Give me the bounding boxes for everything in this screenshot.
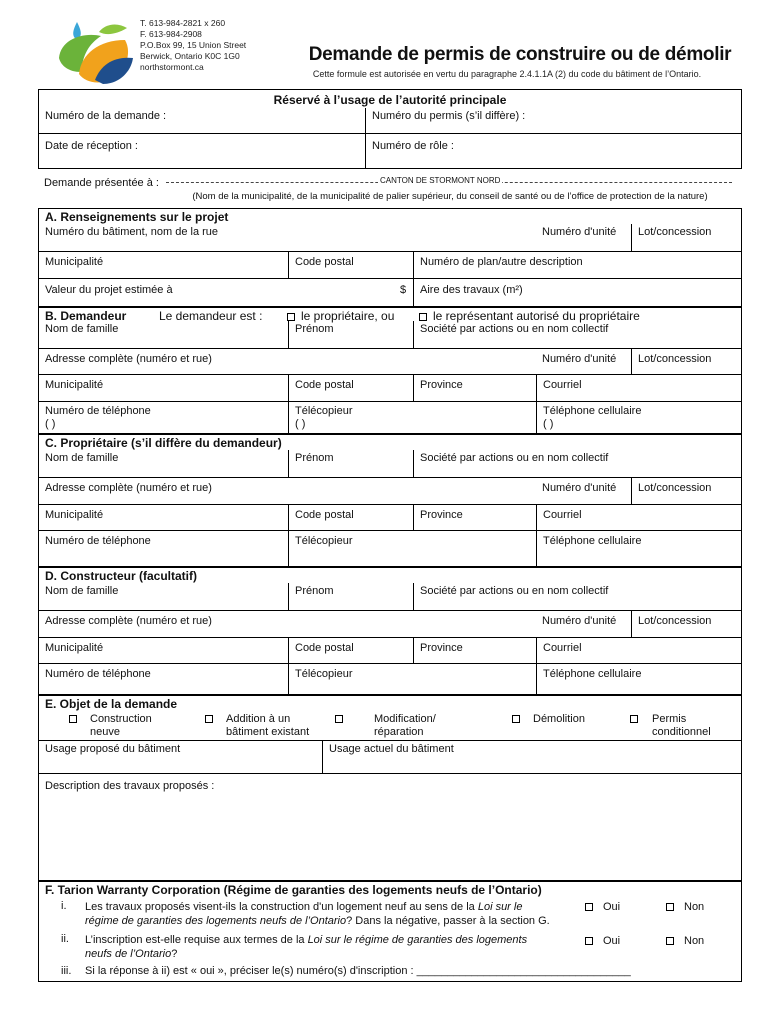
c-last-name-field[interactable]: Nom de famille	[45, 452, 119, 464]
checkbox-icon[interactable]	[419, 313, 427, 321]
d-address-field[interactable]: Adresse complète (numéro et rue)	[45, 615, 212, 627]
option-new-construction-label	[90, 713, 152, 739]
new-construction-line2: neuve	[90, 726, 120, 738]
b-email-field[interactable]: Courriel	[536, 375, 741, 401]
b-fax-paren: ( )	[295, 418, 306, 430]
b-municipality-field[interactable]: Municipalité	[45, 379, 104, 391]
b-last-name-field[interactable]: Nom de famille	[45, 323, 119, 335]
ii-text-1: L’inscription est-elle requise aux termes de la	[85, 934, 308, 946]
alteration-line2: réparation	[374, 726, 424, 738]
option-addition[interactable]	[205, 713, 219, 725]
d-province-field[interactable]: Province	[413, 638, 536, 663]
section-b-title: B. Demandeur	[45, 309, 127, 323]
section-f-title: F. Tarion Warranty Corporation (Régime de garanties des logements neufs de l’Ontario)	[39, 881, 741, 897]
ii-emph-2: neufs de l’Ontario	[85, 948, 172, 960]
b-cell-paren: ( )	[543, 418, 554, 430]
f-item-iii-text[interactable]: Si la réponse à ii) est « oui », préciser le(s) numéro(s) d'inscription : ___________________________________	[85, 965, 631, 977]
d-postal-field[interactable]: Code postal	[288, 638, 413, 663]
new-construction-line1: Construction	[90, 713, 152, 725]
checkbox-icon[interactable]	[69, 715, 77, 723]
b-unit-field[interactable]: Numéro d'unité	[542, 353, 617, 365]
option-alteration-label	[374, 713, 436, 739]
b-fax-label: Télécopieur	[295, 405, 353, 417]
conditional-line1: Permis	[652, 713, 687, 725]
contact-block	[140, 18, 246, 73]
purpose-options	[39, 711, 741, 740]
municipality-field[interactable]: Municipalité	[45, 256, 104, 268]
building-street-field[interactable]: Numéro du bâtiment, nom de la rue	[45, 226, 219, 238]
d-cell-field[interactable]: Téléphone cellulaire	[536, 664, 741, 694]
d-last-name-field[interactable]: Nom de famille	[45, 585, 119, 597]
contact-city: Berwick, Ontario K0C 1G0	[140, 51, 240, 61]
permit-number-field[interactable]: Numéro du permis (s’il diffère) :	[365, 108, 741, 133]
c-postal-field[interactable]: Code postal	[288, 505, 413, 530]
ii-emph-1: Loi sur le régime de garanties des logements	[307, 934, 528, 946]
section-a-title: A. Renseignements sur le projet	[39, 209, 741, 224]
addition-line2: bâtiment existant	[226, 726, 310, 738]
option-conditional[interactable]	[630, 713, 644, 725]
page-subtitle: Cette formule est autorisée en vertu du paragraphe 2.4.1.1A (2) du code du bâtiment de l’Ontario.	[312, 69, 702, 79]
section-c	[38, 434, 742, 567]
c-address-field[interactable]: Adresse complète (numéro et rue)	[45, 482, 212, 494]
checkbox-icon[interactable]	[630, 715, 638, 723]
option-alteration[interactable]	[335, 713, 349, 725]
b-phone-label: Numéro de téléphone	[45, 405, 151, 417]
submitted-value[interactable]: CANTON DE STORMONT NORD	[380, 176, 501, 185]
municipal-logo	[55, 14, 139, 86]
work-area-field[interactable]: Aire des travaux (m²)	[413, 279, 741, 306]
f-item-ii-text	[85, 933, 575, 961]
c-lot-field[interactable]: Lot/concession	[631, 478, 741, 504]
c-cell-field[interactable]: Téléphone cellulaire	[536, 531, 741, 566]
b-province-field[interactable]: Province	[413, 375, 536, 401]
option-demolition-label: Démolition	[533, 713, 585, 725]
d-corporation-field[interactable]: Société par actions ou en nom collectif	[413, 583, 741, 610]
f-item-ii-number: ii.	[61, 933, 69, 945]
contact-fax: F. 613-984-2908	[140, 29, 202, 39]
b-postal-field[interactable]: Code postal	[288, 375, 413, 401]
alteration-line1: Modification/	[374, 713, 436, 725]
i-text-2: ? Dans la négative, passer à la section G.	[346, 915, 550, 927]
f-i-yes-label: Oui	[603, 901, 621, 913]
section-d	[38, 567, 742, 695]
option-new-construction[interactable]	[69, 713, 83, 725]
reserved-box	[38, 89, 742, 169]
b-cell-field[interactable]	[536, 402, 741, 433]
d-municipality-field[interactable]: Municipalité	[45, 642, 104, 654]
section-b	[38, 307, 742, 434]
c-first-name-field[interactable]: Prénom	[288, 450, 413, 477]
checkbox-icon[interactable]	[512, 715, 520, 723]
postal-code-field[interactable]: Code postal	[288, 252, 413, 278]
checkbox-icon[interactable]	[585, 937, 593, 945]
f-ii-no[interactable]	[666, 935, 704, 947]
i-emph-1: Loi sur le	[477, 901, 523, 913]
d-email-field[interactable]: Courriel	[536, 638, 741, 663]
c-province-field[interactable]: Province	[413, 505, 536, 530]
section-a	[38, 208, 742, 307]
lot-concession-field[interactable]: Lot/concession	[631, 224, 741, 251]
b-address-field[interactable]: Adresse complète (numéro et rue)	[45, 353, 212, 365]
f-ii-yes-label: Oui	[603, 935, 621, 947]
page-title: Demande de permis de construire ou de démolir	[308, 44, 732, 65]
c-unit-field[interactable]: Numéro d'unité	[542, 482, 617, 494]
f-item-iii-number: iii.	[61, 965, 72, 977]
c-fax-field[interactable]: Télécopieur	[288, 531, 536, 566]
checkbox-icon[interactable]	[585, 903, 593, 911]
roll-number-field[interactable]: Numéro de rôle :	[365, 134, 741, 168]
f-i-no-label: Non	[684, 901, 705, 913]
submitted-note: (Nom de la municipalité, de la municipalité de palier supérieur, du conseil de santé ou de l’office de protection de la nature)	[192, 191, 708, 202]
i-emph-2: régime de garanties des logements neufs de l’Ontario	[85, 915, 347, 927]
ii-text-2: ?	[171, 948, 178, 960]
checkbox-icon[interactable]	[666, 903, 674, 911]
unit-number-field[interactable]: Numéro d'unité	[542, 226, 617, 238]
c-phone-field[interactable]: Numéro de téléphone	[45, 535, 151, 547]
form	[38, 89, 742, 982]
b-fax-field[interactable]	[288, 402, 536, 433]
section-c-title: C. Propriétaire (s’il diffère du demandeur)	[39, 434, 741, 450]
f-i-no[interactable]	[666, 901, 704, 913]
f-item-i-text	[85, 900, 575, 928]
b-phone-paren: ( )	[45, 418, 56, 430]
option-demolition[interactable]	[512, 713, 526, 725]
d-phone-field[interactable]: Numéro de téléphone	[45, 668, 151, 680]
d-first-name-field[interactable]: Prénom	[288, 583, 413, 610]
c-corporation-field[interactable]: Société par actions ou en nom collectif	[413, 450, 741, 477]
b-first-name-field[interactable]: Prénom	[288, 321, 413, 348]
dollar-sign: $	[400, 284, 407, 296]
section-d-title: D. Constructeur (facultatif)	[39, 567, 741, 583]
b-corporation-field[interactable]: Société par actions ou en nom collectif	[413, 321, 741, 348]
section-e-title: E. Objet de la demande	[39, 695, 741, 711]
option-conditional-label	[652, 713, 711, 739]
f-i-yes[interactable]	[585, 901, 620, 913]
application-number-field[interactable]: Numéro de la demande :	[45, 110, 167, 122]
contact-phone: T. 613-984-2821 x 260	[140, 18, 226, 28]
submitted-to	[38, 169, 742, 208]
option-addition-label	[226, 713, 309, 739]
current-use-field[interactable]: Usage actuel du bâtiment	[322, 741, 741, 773]
submitted-label: Demande présentée à :	[44, 177, 159, 189]
applicant-is-label: Le demandeur est :	[159, 309, 263, 323]
contact-website: northstormont.ca	[140, 62, 204, 72]
c-municipality-field[interactable]: Municipalité	[45, 509, 104, 521]
d-unit-field[interactable]: Numéro d'unité	[542, 615, 617, 627]
b-cell-label: Téléphone cellulaire	[543, 405, 642, 417]
section-f	[38, 881, 742, 982]
f-ii-no-label: Non	[684, 935, 705, 947]
checkbox-icon[interactable]	[666, 937, 674, 945]
conditional-line2: conditionnel	[652, 726, 711, 738]
checkbox-icon[interactable]	[287, 313, 295, 321]
d-fax-field[interactable]: Télécopieur	[288, 664, 536, 694]
i-text-1: Les travaux proposés visent-ils la construction d'un logement neuf au sens de la	[85, 901, 478, 913]
f-item-i-number: i.	[61, 900, 67, 912]
contact-address: P.O.Box 99, 15 Union Street	[140, 40, 247, 50]
plan-number-field[interactable]: Numéro de plan/autre description	[413, 252, 741, 278]
checkbox-icon[interactable]	[205, 715, 213, 723]
f-ii-yes[interactable]	[585, 935, 620, 947]
section-e	[38, 695, 742, 881]
checkbox-icon[interactable]	[335, 715, 343, 723]
b-phone-field[interactable]	[39, 402, 288, 433]
b-lot-field[interactable]: Lot/concession	[631, 349, 741, 374]
work-description-field[interactable]: Description des travaux proposés :	[45, 780, 215, 792]
agent-option-label: le représentant autorisé du propriétaire	[433, 309, 640, 323]
d-lot-field[interactable]: Lot/concession	[631, 611, 741, 637]
owner-option-label: le propriétaire, ou	[301, 309, 395, 323]
addition-line1: Addition à un	[226, 713, 291, 725]
project-value-field[interactable]: Valeur du projet estimée à	[45, 284, 173, 296]
proposed-use-field[interactable]: Usage proposé du bâtiment	[45, 743, 181, 755]
c-email-field[interactable]: Courriel	[536, 505, 741, 530]
reception-date-field[interactable]: Date de réception :	[45, 140, 138, 152]
reserved-title: Réservé à l’usage de l’autorité principale	[273, 93, 507, 107]
